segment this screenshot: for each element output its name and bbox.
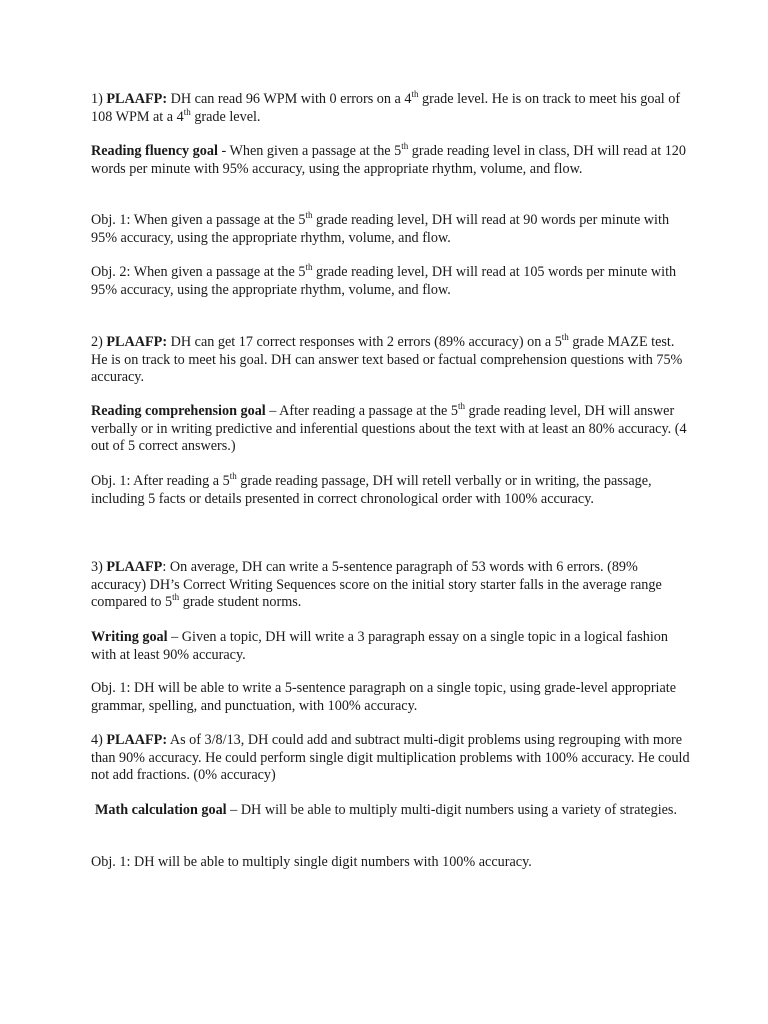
goal-4-paragraph <box>95 802 695 820</box>
superscript: th <box>183 106 191 117</box>
objective-1-2-paragraph <box>91 264 691 299</box>
goal-3-text: – Given a topic, DH will write a 3 paragraph essay on a single topic in a logical fashion with at least 90% accuracy. <box>91 629 668 663</box>
objective-4-1-paragraph <box>91 854 691 872</box>
plaafp-3-text: : On average, DH can write a 5-sentence paragraph of 53 words with 6 errors. (89% accuracy) DH’s Correct Writing Sequences score on the initial story starter falls in the average range compared to 5 <box>91 559 662 611</box>
objective-1-1-paragraph <box>91 212 691 247</box>
goal-4-label: Math calculation goal <box>95 802 227 818</box>
plaafp-1-label: PLAAFP: <box>106 91 168 107</box>
goal-4-text: – DH will be able to multiply multi-digit numbers using a variety of strategies. <box>226 802 678 818</box>
objective-text: Obj. 1: DH will be able to write a 5-sentence paragraph on a single topic, using grade-level appropriate grammar, spelling, and punctuation, with 100% accuracy. <box>91 680 677 714</box>
goal-1-text: - When given a passage at the 5 <box>217 143 402 159</box>
objective-2-1-paragraph <box>91 473 691 508</box>
plaafp-1-number: 1) <box>91 91 103 107</box>
objective-text: Obj. 1: DH will be able to multiply single digit numbers with 100% accuracy. <box>91 854 532 870</box>
goal-1-label: Reading fluency goal <box>91 143 218 159</box>
goal-3-label: Writing goal <box>91 629 168 645</box>
superscript: th <box>561 332 569 342</box>
superscript: th <box>229 471 237 481</box>
superscript: th <box>401 141 409 151</box>
goal-2-paragraph <box>91 403 691 456</box>
plaafp-1-text: DH can read 96 WPM with 0 errors on a 4 <box>170 91 412 107</box>
goal-1-paragraph <box>91 143 691 178</box>
plaafp-1-text: grade level. He is on track to meet his goal of 108 WPM at a 4 <box>91 91 681 125</box>
objective-text: grade reading level, DH will read at 90 words per minute with 95% accuracy, using the appropriate rhythm, volume, and flow. <box>91 212 670 246</box>
plaafp-4-label: PLAAFP: <box>106 732 168 748</box>
plaafp-4-paragraph <box>91 732 691 785</box>
objective-text: grade reading level, DH will read at 105 words per minute with 95% accuracy, using the appropriate rhythm, volume, and flow. <box>91 264 677 298</box>
superscript: th <box>457 401 465 411</box>
plaafp-4-number: 4) <box>91 732 103 748</box>
superscript: th <box>411 89 419 99</box>
superscript: th <box>172 592 180 603</box>
plaafp-2-text: grade MAZE test. He is on track to meet his goal. DH can answer text based or factual comprehension questions with 75% accuracy. <box>91 334 683 386</box>
objective-text: Obj. 1: After reading a 5 <box>91 473 230 489</box>
objective-text: Obj. 1: When given a passage at the 5 <box>91 212 306 228</box>
plaafp-3-paragraph <box>91 559 691 612</box>
objective-text: Obj. 2: When given a passage at the 5 <box>91 264 306 280</box>
plaafp-1-paragraph <box>91 91 691 126</box>
superscript: th <box>305 262 313 272</box>
goal-2-text: grade reading level, DH will answer verbally or in writing predictive and inferential questions about the text with at least an 80% accuracy. (4 out of 5 correct answers.) <box>91 403 687 455</box>
plaafp-3-label: PLAAFP <box>106 559 163 575</box>
plaafp-4-text: As of 3/8/13, DH could add and subtract multi-digit problems using regrouping with more than 90% accuracy. He could perform single digit multiplication problems with 100% accuracy. He could not add fractions. (0% accuracy) <box>91 732 690 784</box>
plaafp-2-number: 2) <box>91 334 103 350</box>
plaafp-3-number: 3) <box>91 559 103 575</box>
plaafp-2-text: DH can get 17 correct responses with 2 errors (89% accuracy) on a 5 <box>170 334 562 350</box>
goal-2-text: – After reading a passage at the 5 <box>265 403 458 419</box>
superscript: th <box>305 210 313 220</box>
goal-2-label: Reading comprehension goal <box>91 403 266 419</box>
goal-1-text: grade reading level in class, DH will read at 120 words per minute with 95% accuracy, using the appropriate rhythm, volume, and flow. <box>91 143 686 177</box>
plaafp-2-label: PLAAFP: <box>106 334 168 350</box>
plaafp-3-text: grade student norms. <box>182 594 302 611</box>
objective-text: grade reading passage, DH will retell verbally or in writing, the passage, including 5 facts or details presented in correct chronological order with 100% accuracy. <box>91 473 652 507</box>
goal-3-paragraph <box>91 629 691 664</box>
plaafp-2-paragraph <box>91 334 691 387</box>
plaafp-1-text: grade level. <box>194 108 261 125</box>
objective-3-1-paragraph <box>91 680 691 715</box>
